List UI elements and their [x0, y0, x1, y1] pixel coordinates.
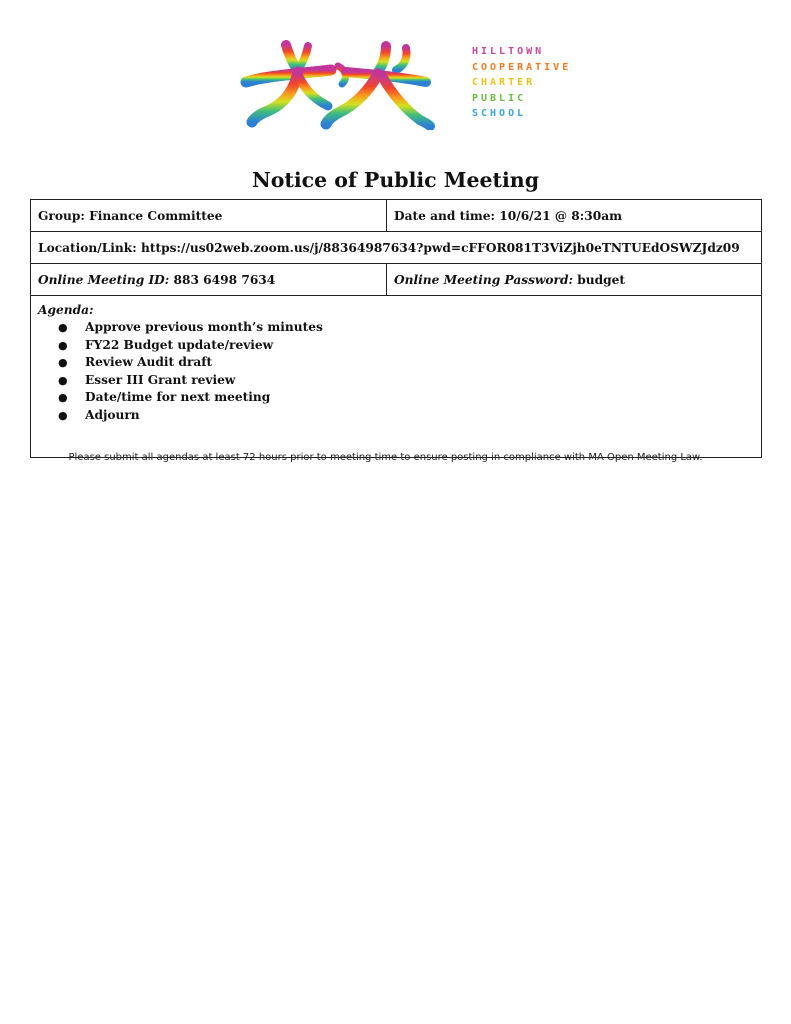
agenda-item-text: Approve previous month’s minutes	[85, 320, 323, 334]
datetime-label: Date and time:	[394, 208, 496, 223]
table-row	[31, 200, 762, 232]
list-item	[38, 354, 754, 372]
list-item	[38, 319, 754, 337]
page-title: Notice of Public Meeting	[251, 168, 540, 192]
meeting-id-cell	[31, 264, 387, 296]
bullet-icon: ●	[58, 391, 68, 404]
group-value: Finance Committee	[89, 208, 223, 223]
bullet-icon: ●	[58, 356, 68, 369]
location-label: Location/Link:	[38, 240, 137, 255]
agenda-item-text: Date/time for next meeting	[85, 390, 271, 404]
meeting-id-label: Online Meeting ID:	[38, 272, 170, 287]
list-item	[38, 372, 754, 390]
logo-line-public: PUBLIC	[472, 92, 527, 104]
logo-line-school: SCHOOL	[472, 108, 527, 119]
bullet-icon: ●	[58, 373, 68, 387]
agenda-cell	[31, 296, 762, 458]
table-row	[31, 296, 762, 458]
password-label: Online Meeting Password:	[394, 272, 573, 287]
bullet-icon: ●	[58, 408, 68, 422]
list-item	[38, 407, 754, 425]
agenda-label: Agenda:	[38, 303, 94, 317]
logo-wordmark	[472, 44, 582, 122]
bullet-icon: ●	[58, 338, 68, 352]
agenda-item-text: Esser III Grant review	[85, 372, 236, 387]
password-cell	[387, 264, 762, 296]
location-cell	[31, 232, 762, 264]
school-logo	[236, 40, 576, 130]
password-value: budget	[577, 272, 626, 287]
meeting-details-table	[30, 199, 762, 458]
group-label: Group:	[38, 208, 85, 223]
meeting-id-value: 883 6498 7634	[173, 272, 276, 287]
table-row	[31, 232, 762, 264]
bullet-icon: ●	[58, 321, 68, 334]
agenda-list	[38, 319, 754, 424]
logo-line-cooperative: COOPERATIVE	[472, 61, 572, 73]
location-link[interactable]: https://us02web.zoom.us/j/88364987634?pwd=cFFOR081T3ViZjh0eTNTUEdOSWZJdz09	[140, 240, 740, 255]
agenda-item-text: Review Audit draft	[85, 355, 213, 369]
agenda-item-text: FY22 Budget update/review	[85, 337, 274, 352]
list-item	[38, 389, 754, 407]
datetime-cell	[387, 200, 762, 232]
datetime-value: 10/6/21 @ 8:30am	[499, 208, 622, 223]
table-row	[31, 264, 762, 296]
group-cell	[31, 200, 387, 232]
logo-line-charter: CHARTER	[472, 77, 536, 88]
logo-line-hilltown: HILLTOWN	[472, 46, 545, 57]
footer-note: Please submit all agendas at least 72 hours prior to meeting time to ensure posting in compliance with MA Open Meeting Law.	[68, 452, 703, 463]
logo-figures-icon	[236, 40, 436, 130]
agenda-item-text: Adjourn	[85, 407, 140, 422]
list-item	[38, 337, 754, 355]
